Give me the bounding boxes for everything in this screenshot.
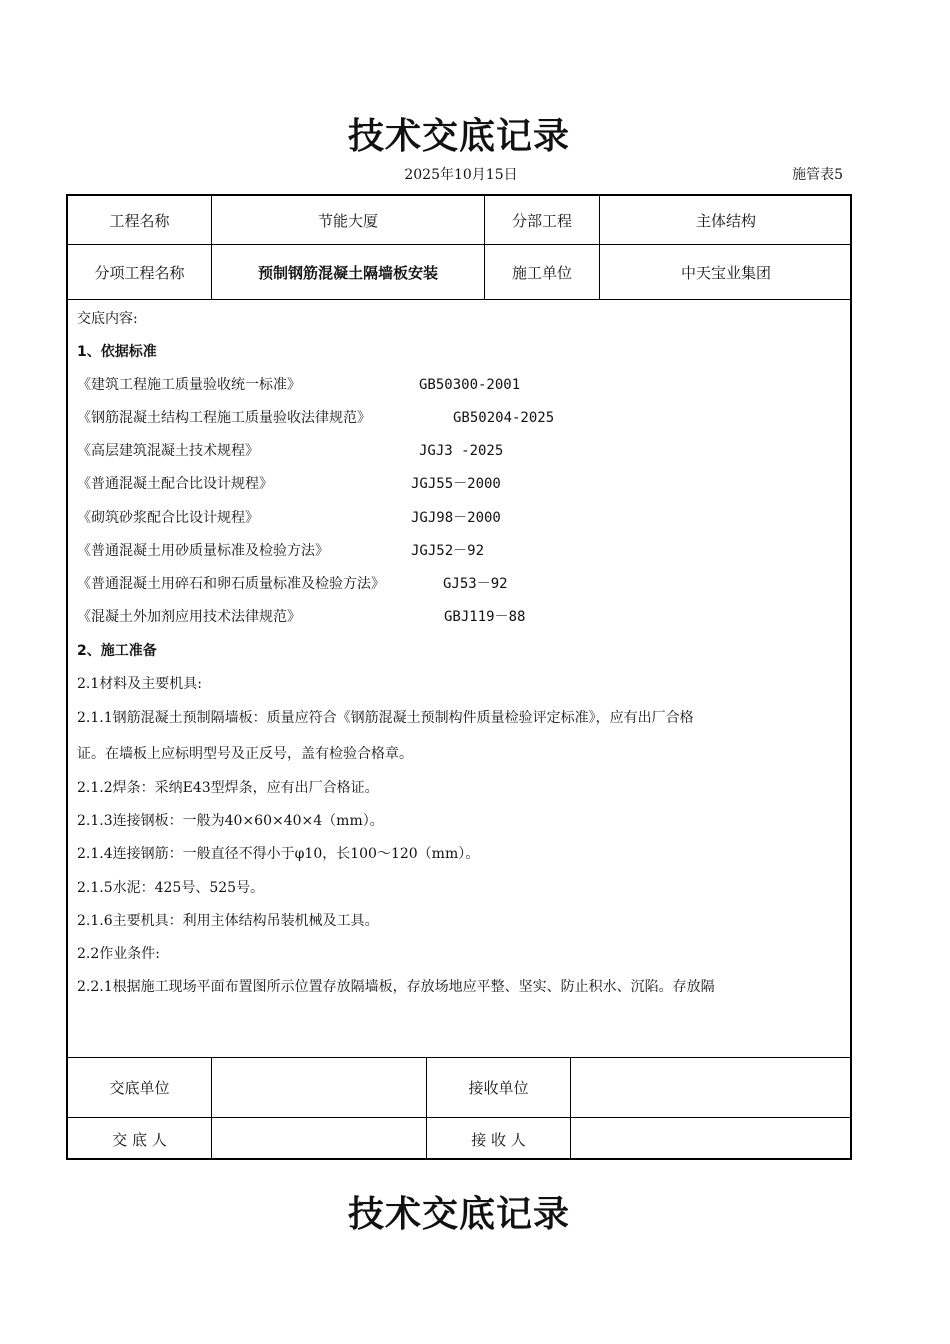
project-name-value: 节能大厦 bbox=[317, 211, 378, 230]
standard-name: 《混凝土外加剂应用技术法律规范》 bbox=[77, 609, 301, 625]
issuer-label: 交 底 人 bbox=[112, 1130, 167, 1149]
division-label: 分部工程 bbox=[511, 211, 572, 230]
form-number: 施管表5 bbox=[792, 167, 843, 183]
standard-name: 《普通混凝土用碎石和卵石质量标准及检验方法》 bbox=[77, 576, 385, 592]
standard-name: 《砌筑砂浆配合比设计规程》 bbox=[77, 510, 259, 526]
section-heading: 1、依据标准 bbox=[77, 344, 157, 360]
standard-code: GBJ119－88 bbox=[444, 609, 526, 625]
standard-code: JGJ98－2000 bbox=[411, 510, 501, 526]
content-paragraph: 证。在墙板上应标明型号及正反号，盖有检验合格章。 bbox=[77, 746, 413, 762]
record-sheet bbox=[66, 194, 852, 1160]
standard-code: JGJ3 -2025 bbox=[419, 443, 504, 459]
subitem-name-label: 分项工程名称 bbox=[94, 263, 185, 282]
standard-name: 《建筑工程施工质量验收统一标准》 bbox=[77, 377, 301, 393]
contractor-value: 中天宝业集团 bbox=[680, 263, 771, 282]
content-paragraph: 2.1材料及主要机具: bbox=[77, 676, 202, 692]
content-paragraph: 2.1.5水泥：425号、525号。 bbox=[77, 880, 265, 896]
standard-code: GB50300-2001 bbox=[419, 377, 521, 393]
subitem-name-value: 预制钢筋混凝土隔墙板安装 bbox=[257, 263, 438, 282]
content-paragraph: 2.1.6主要机具：利用主体结构吊装机械及工具。 bbox=[77, 913, 379, 929]
content-paragraph: 2.1.4连接钢筋：一般直径不得小于φ10，长100～120（mm）。 bbox=[77, 846, 480, 862]
next-page-title: 技术交底记录 bbox=[347, 1194, 570, 1235]
page-title: 技术交底记录 bbox=[347, 116, 570, 157]
standard-name: 《普通混凝土配合比设计规程》 bbox=[77, 476, 273, 492]
standard-name: 《普通混凝土用砂质量标准及检验方法》 bbox=[77, 543, 329, 559]
section-heading: 2、施工准备 bbox=[77, 643, 157, 659]
receiving-unit-label: 接收单位 bbox=[468, 1079, 529, 1097]
receiving-unit-field[interactable] bbox=[571, 1058, 852, 1117]
content-paragraph: 2.1.1钢筋混凝土预制隔墙板：质量应符合《钢筋混凝土预制构件质量检验评定标准》，应有出厂合格 bbox=[77, 710, 694, 726]
standard-code: GJ53－92 bbox=[443, 576, 508, 592]
content-paragraph: 2.2作业条件: bbox=[77, 946, 160, 962]
project-name-label: 工程名称 bbox=[109, 211, 170, 230]
row-divider bbox=[68, 299, 850, 300]
contractor-label: 施工单位 bbox=[511, 263, 572, 282]
division-value: 主体结构 bbox=[695, 211, 756, 230]
standard-code: JGJ52－92 bbox=[411, 543, 485, 559]
standard-name: 《钢筋混凝土结构工程施工质量验收法律规范》 bbox=[77, 410, 371, 426]
content-paragraph: 2.1.3连接钢板：一般为40×60×40×4（mm）。 bbox=[77, 813, 384, 829]
receiver-field[interactable] bbox=[571, 1118, 852, 1160]
record-date: 2025年10月15日 bbox=[404, 167, 518, 183]
issuing-unit-field[interactable] bbox=[212, 1058, 426, 1117]
receiver-label: 接 收 人 bbox=[471, 1130, 526, 1149]
standard-code: JGJ55－2000 bbox=[411, 476, 501, 492]
standard-code: GB50204-2025 bbox=[453, 410, 555, 426]
content-paragraph: 2.1.2焊条：采纳E43型焊条，应有出厂合格证。 bbox=[77, 780, 379, 796]
issuing-unit-label: 交底单位 bbox=[109, 1079, 170, 1097]
content-paragraph: 2.2.1根据施工现场平面布置图所示位置存放隔墙板，存放场地应平整、坚实、防止积水、沉陷。存放隔 bbox=[77, 979, 715, 995]
briefing-content bbox=[77, 304, 847, 1054]
content-intro: 交底内容: bbox=[77, 311, 138, 327]
issuer-field[interactable] bbox=[212, 1118, 426, 1160]
standard-name: 《高层建筑混凝土技术规程》 bbox=[77, 443, 259, 459]
